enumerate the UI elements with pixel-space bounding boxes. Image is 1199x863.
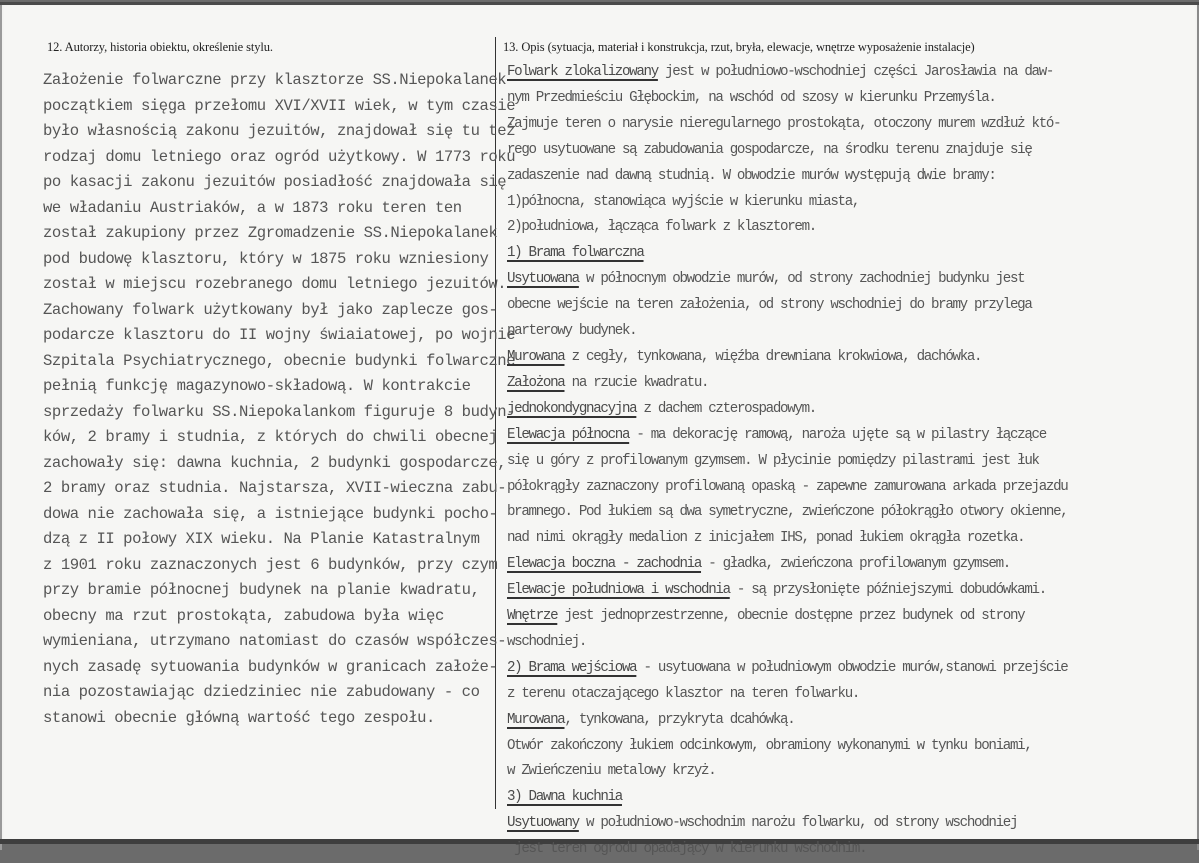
line-text: bramnego. Pod łukiem są dwa symetryczne, zwieńczone półokrągło otwory okienne, (507, 504, 1068, 521)
text-line: Szpitala Psychiatrycznego, obecnie budynki folwarczne (43, 351, 516, 370)
line-text: wschodniej. (507, 633, 587, 650)
text-line: rodzaj domu letniego oraz ogród użytkowy. W 1773 roku (43, 147, 516, 166)
text-line (507, 682, 1067, 708)
text-line: zachowały się: dawna kuchnia, 2 budynki gospodarcze, (43, 453, 507, 472)
underlined-term: 1) Brama folwarczna (507, 245, 644, 262)
line-text: - gładka, zwieńczona profilowanym gzymsem. (701, 556, 1010, 573)
underlined-term: Murowana (507, 711, 565, 728)
text-line: podarcze klasztoru do II wojny świaiatowej, po wojnie (43, 326, 516, 344)
text-line (507, 759, 1067, 785)
line-text: - ma dekorację ramową, naroża ujęte są w pilastry łączące (629, 426, 1046, 443)
text-line (507, 552, 1067, 578)
underlined-term: Założona (507, 374, 565, 391)
line-text: jest teren ogrodu opadający w kierunku wschodnim. (507, 841, 867, 858)
text-line: wymieniana, utrzymano natomiast do czasów współczes- (43, 632, 507, 650)
underlined-term: Usytuowana (507, 271, 579, 288)
text-line (507, 604, 1067, 630)
line-text: nym Przedmieściu Głębockim, na wschód od szosy w kierunku Przemyśla. (507, 89, 996, 106)
text-line: pełnią funkcję magazynowo-składową. W kontrakcie (43, 377, 471, 395)
line-text: w północnym obwodzie murów, od strony zachodniej budynku jest (578, 271, 1025, 288)
line-text: Zajmuje teren o narysie nieregularnego prostokąta, otoczony murem wzdłuż któ- (507, 115, 1061, 132)
line-text: rego usytuowane są zabudowania gospodarcze, na środku terenu znajduje się (507, 141, 1032, 158)
text-line (507, 86, 1067, 112)
text-line (507, 267, 1067, 293)
underlined-term: Usytuowany (507, 815, 579, 832)
text-line (507, 215, 1067, 241)
section-13-heading: 13. Opis (sytuacja, materiał i konstrukcja, rzut, bryła, elewacje, wnętrze wyposażenie instalacje) (503, 40, 975, 54)
text-line (507, 734, 1067, 760)
text-line (507, 785, 1067, 811)
page-edge-left (0, 2, 2, 850)
text-line (507, 241, 1067, 267)
line-text: jest w południowo-wschodniej części Jarosławia na daw- (657, 64, 1054, 80)
line-text: półokrągły zaznaczony profilowaną opaską - zapewne zamurowana arkada przejazdu (507, 478, 1068, 495)
text-line: ków, 2 bramy i studnia, z których do chwili obecnej (43, 428, 498, 446)
text-line: stanowi obecnie główną wartość tego zespołu. (43, 708, 435, 727)
underlined-term: Elewacja boczna - zachodnia (507, 556, 702, 573)
line-text: na rzucie kwadratu. (564, 374, 709, 391)
text-line: we władaniu Austriaków, a w 1873 roku teren ten (43, 198, 462, 217)
text-line (507, 526, 1067, 552)
text-line: nych zasadę sytuowania budynków w granicach założe- (43, 657, 498, 676)
text-line: Zachowany folwark użytkowany był jako zaplecze gos- (43, 300, 498, 319)
text-line (507, 190, 1067, 216)
line-text: obecne wejście na teren założenia, od strony wschodniej do bramy przylega (507, 297, 1032, 314)
underlined-term: Elewacje południowa i wschodnia (507, 582, 730, 599)
text-line: z 1901 roku zaznaczonych jest 6 budynków, przy czym (43, 555, 498, 574)
text-line (507, 164, 1067, 190)
line-text: 2)południowa, łącząca folwark z klasztorem. (507, 219, 816, 236)
text-line: sprzedaży folwarku SS.Niepokalankom figuruje 8 budyn- (43, 402, 516, 421)
line-text: 1)północna, stanowiąca wyjście w kierunku miasta, (507, 193, 860, 210)
line-text: Otwór zakończony łukiem odcinkowym, obramiony wykonanymi w tynku boniami, (507, 737, 1032, 754)
line-text: - są przysłonięte późniejszymi dobudówkami. (729, 582, 1046, 599)
description-text-column (507, 60, 1067, 863)
page-edge-top (0, 2, 1199, 5)
line-text: z cegły, tynkowana, więźba drewniana krokwiowa, dachówka. (564, 348, 982, 365)
underlined-term: 2) Brama wejściowa (507, 659, 637, 676)
text-line: 2 bramy oraz studnia. Najstarsza, XVII-wieczna zabu- (43, 479, 507, 497)
text-line (507, 475, 1067, 501)
text-line (507, 397, 1067, 423)
text-line (507, 319, 1067, 345)
line-text: - usytuowana w południowym obwodzie murów,stanowi przejście (636, 659, 1068, 676)
text-line: po kasacji zakonu jezuitów posiadłość znajdowała się (43, 173, 507, 191)
text-line: było własnością zakonu jezuitów, znajdował się tu też (43, 122, 516, 140)
text-line: przy bramie północnej budynek na planie kwadratu, (43, 581, 480, 599)
text-line (507, 112, 1067, 138)
line-text: w południowo-wschodnim narożu folwarku, od strony wschodniej (578, 815, 1018, 832)
text-line (507, 656, 1067, 682)
line-text: z dachem czterospadowym. (636, 400, 816, 417)
text-line (507, 423, 1067, 449)
text-line (507, 578, 1067, 604)
line-text: nad nimi okrągły medalion z inicjałem IHS, ponad łukiem okrągła rozetka. (507, 530, 1025, 547)
text-line (507, 811, 1067, 837)
line-text: w Zwieńczeniu metalowy krzyż. (507, 763, 716, 780)
underlined-term: jednokondygnacyjna (507, 400, 637, 417)
text-line: został zakupiony przez Zgromadzenie SS.Niepokalanek (43, 224, 498, 242)
text-line: dzą z II połowy XIX wieku. Na Planie Katastralnym (43, 530, 480, 548)
text-line (507, 60, 1067, 86)
line-text: się u góry z profilowanym gzymsem. W płycinie pomiędzy pilastrami jest łuk (507, 452, 1039, 469)
line-text: z terenu otaczającego klasztor na teren folwarku. (507, 685, 860, 702)
text-line: początkiem sięga przełomu XVI/XVII wiek, w tym czasie (43, 96, 516, 115)
underlined-term: Elewacja północna (507, 426, 630, 443)
text-line: został w miejscu rozebranego domu letniego jezuitów. (43, 275, 507, 293)
text-line: dowa nie zachowała się, a istniejące budynki pocho- (43, 504, 498, 523)
scanned-document-page (0, 2, 1199, 858)
underlined-term: Wnętrze (507, 608, 558, 625)
text-line (507, 630, 1067, 656)
line-text: zadaszenie nad dawną studnią. W obwodzie murów występują dwie bramy: (507, 167, 996, 184)
underlined-term: Folwark zlokalizowany (507, 64, 658, 80)
text-line: obecny ma rzut prostokąta, zabudowa była więc (43, 606, 444, 625)
line-text: jest jednoprzestrzenne, obecnie dostępne przez budynek od strony (557, 608, 1025, 625)
text-line: Założenie folwarczne przy klasztorze SS.Niepokalanek (43, 71, 507, 89)
text-line (507, 837, 1067, 863)
text-line: pod budowę klasztoru, który w 1875 roku wzniesiony (43, 249, 489, 268)
text-line: nia pozostawiając dziedziniec nie zabudowany - co (43, 683, 480, 701)
text-line (507, 449, 1067, 475)
text-line (507, 293, 1067, 319)
line-text: , tynkowana, przykryta dcahówką. (564, 711, 795, 728)
line-text: parterowy budynek. (507, 323, 637, 340)
history-text-column (43, 68, 515, 731)
underlined-term: Murowana (507, 348, 565, 365)
text-line (507, 345, 1067, 371)
text-line (507, 708, 1067, 734)
text-line (507, 500, 1067, 526)
section-12-heading: 12. Autorzy, historia obiektu, określenie stylu. (47, 40, 273, 54)
text-line (507, 138, 1067, 164)
underlined-term: 3) Dawna kuchnia (507, 789, 622, 806)
text-line (507, 371, 1067, 397)
